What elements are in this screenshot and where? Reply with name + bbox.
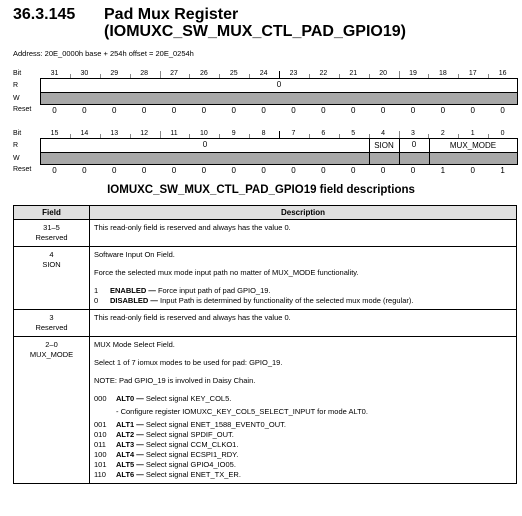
reset-value: 0 xyxy=(231,106,236,115)
field-bits: 3 xyxy=(49,313,54,322)
bit-number: 10 xyxy=(199,130,208,137)
bit-divider xyxy=(70,74,71,78)
option-line: 001 ALT1 — Select signal ENET_1588_EVENT0_OUT. xyxy=(94,420,286,429)
reset-value: 0 xyxy=(112,166,117,175)
bit-number: 25 xyxy=(229,70,238,77)
option-line: 000 ALT0 — Select signal KEY_COL5. xyxy=(94,394,232,403)
bit-number: 13 xyxy=(110,130,119,137)
bit-divider xyxy=(488,134,489,138)
reset-value: 0 xyxy=(141,166,147,175)
reset-value: 0 xyxy=(112,106,117,115)
bit-number: 31 xyxy=(50,70,59,77)
bit-number: 28 xyxy=(140,70,149,77)
bit-divider xyxy=(428,134,429,138)
field-name: Reserved xyxy=(35,233,68,242)
bit-number: 17 xyxy=(468,70,477,77)
bit-divider xyxy=(100,134,101,138)
reset-value: 0 xyxy=(171,106,177,115)
table-header-row xyxy=(14,206,517,220)
field-cell xyxy=(14,247,90,310)
w-label: W xyxy=(13,95,20,102)
reset-value: 0 xyxy=(470,106,475,115)
bit-number: 29 xyxy=(110,70,119,77)
bit-divider xyxy=(458,74,459,78)
reset-value: 0 xyxy=(440,106,446,115)
option-line: 110 ALT6 — Select signal ENET_TX_ER. xyxy=(94,470,241,479)
bit-divider xyxy=(70,134,71,138)
table-row xyxy=(14,337,517,484)
bit-number: 23 xyxy=(289,70,298,77)
bit-number: 21 xyxy=(349,70,358,77)
reset-value: 0 xyxy=(201,166,207,175)
bit-number: 2 xyxy=(440,130,445,137)
bit-divider xyxy=(130,134,131,138)
reset-value: 0 xyxy=(321,106,326,115)
bit-divider xyxy=(189,74,190,78)
bit-number: 1 xyxy=(470,130,475,137)
field-name: Reserved xyxy=(35,323,68,332)
bit-number: 4 xyxy=(381,130,386,137)
write-row-shaded xyxy=(41,93,517,104)
bit-number: 20 xyxy=(379,70,388,77)
option-line: 101 ALT5 — Select signal GPIO4_IO05. xyxy=(94,460,236,469)
bit-number: 18 xyxy=(438,70,447,77)
bit-divider xyxy=(369,134,370,138)
bit-number: 19 xyxy=(409,70,417,77)
bit-number: 3 xyxy=(411,130,415,137)
bit-divider xyxy=(309,74,310,78)
description-cell xyxy=(90,247,517,310)
bit-number: 30 xyxy=(80,70,89,77)
bit-number: 16 xyxy=(498,70,507,77)
reset-value: 0 xyxy=(82,106,87,115)
option-line: 1 ENABLED — Force input path of pad GPIO_19. xyxy=(94,286,271,295)
bit-number: 8 xyxy=(261,130,266,137)
bit-divider xyxy=(130,74,131,78)
field-bits: 31–5 xyxy=(43,223,60,232)
reset-value: 0 xyxy=(141,106,147,115)
table-row xyxy=(14,310,517,337)
bit-divider xyxy=(458,134,459,138)
bit-divider xyxy=(249,134,250,138)
reset-value: 0 xyxy=(291,106,296,115)
register-title: Pad Mux Register xyxy=(104,6,239,23)
register-diagram-upper xyxy=(0,66,522,115)
bit-divider xyxy=(488,74,489,78)
desc-paragraph: Force the selected mux mode input path no matter of MUX_MODE functionality. xyxy=(94,268,359,277)
bit-divider xyxy=(428,74,429,78)
table-row xyxy=(14,247,517,310)
bit-divider xyxy=(399,131,400,138)
field-name: SION xyxy=(42,260,61,269)
r-label: R xyxy=(13,82,19,89)
field-cell xyxy=(14,310,90,337)
description-cell: This read-only field is reserved and always has the value 0. xyxy=(90,310,517,337)
bit-number: 26 xyxy=(199,70,208,77)
reset-value: 0 xyxy=(410,166,416,175)
option-note: - Configure register IOMUXC_KEY_COL5_SELECT_INPUT for mode ALT0. xyxy=(116,407,368,416)
bit-divider xyxy=(279,131,280,138)
bit-number: 14 xyxy=(80,130,89,137)
bit-label: Bit xyxy=(13,70,22,77)
desc-paragraph: Select 1 of 7 iomux modes to be used for pad: GPIO_19. xyxy=(94,358,283,367)
reset-value: 0 xyxy=(82,166,87,175)
bit-divider xyxy=(279,71,280,78)
register-field-box xyxy=(40,138,518,165)
reset-value: 0 xyxy=(52,166,57,175)
register-name: (IOMUXC_SW_MUX_CTL_PAD_GPIO19) xyxy=(104,23,406,40)
bit-number: 5 xyxy=(351,130,356,137)
reset-label: Reset xyxy=(13,166,32,173)
description-column-header: Description xyxy=(90,206,517,220)
bit-number: 6 xyxy=(321,130,326,137)
bit-number: 22 xyxy=(319,70,328,77)
register-field-box xyxy=(40,78,518,105)
bit-number: 7 xyxy=(291,130,296,137)
bit-divider xyxy=(219,74,220,78)
section-number: 36.3.145 xyxy=(13,6,76,23)
reset-value: 0 xyxy=(261,166,266,175)
write-row-shaded xyxy=(41,153,517,164)
r-label: R xyxy=(13,142,19,149)
reserved-field-bit3: 0 xyxy=(411,140,417,149)
field-name: MUX_MODE xyxy=(29,350,74,359)
bit-divider xyxy=(249,74,250,78)
option-line: 0 DISABLED — Input Path is determined by functionality of the selected mux mode (regular). xyxy=(94,296,414,305)
field-descriptions-table xyxy=(13,205,517,484)
register-diagram-lower xyxy=(0,126,522,175)
description-cell xyxy=(90,337,517,484)
bit-divider xyxy=(160,131,161,138)
reset-value: 0 xyxy=(52,106,57,115)
sion-field: SION xyxy=(374,141,394,150)
bit-divider xyxy=(369,74,370,78)
bit-divider xyxy=(339,74,340,78)
field-column-header: Field xyxy=(14,206,90,220)
bit-number: 12 xyxy=(140,130,149,137)
bit-number: 11 xyxy=(170,130,178,137)
bit-number: 27 xyxy=(170,70,178,77)
field-bits: 2–0 xyxy=(45,340,58,349)
reset-value: 0 xyxy=(351,106,356,115)
bit-number: 24 xyxy=(259,70,268,77)
field-descriptions-title: IOMUXC_SW_MUX_CTL_PAD_GPIO19 field descriptions xyxy=(107,184,415,196)
bit-divider xyxy=(100,74,101,78)
mux-mode-field: MUX_MODE xyxy=(449,141,497,150)
bit-divider xyxy=(160,71,161,78)
reset-value: 0 xyxy=(321,166,326,175)
reset-value: 0 xyxy=(380,106,386,115)
reset-value: 0 xyxy=(291,166,296,175)
reset-value: 0 xyxy=(351,166,356,175)
bit-divider xyxy=(339,134,340,138)
desc-paragraph: MUX Mode Select Field. xyxy=(94,340,175,349)
bit-divider xyxy=(189,134,190,138)
reset-value: 0 xyxy=(500,106,505,115)
field-cell xyxy=(14,337,90,484)
bit-label: Bit xyxy=(13,130,22,137)
w-label: W xyxy=(13,155,20,162)
option-line: 010 ALT2 — Select signal SPDIF_OUT. xyxy=(94,430,234,439)
reset-value: 0 xyxy=(261,106,266,115)
reserved-field-high: 0 xyxy=(202,140,208,149)
register-address: Address: 20E_0000h base + 254h offset = 20E_0254h xyxy=(13,49,194,58)
bit-number: 15 xyxy=(50,130,59,137)
reset-value: 0 xyxy=(171,166,177,175)
reset-value: 0 xyxy=(470,166,475,175)
reset-value: 0 xyxy=(201,106,207,115)
reset-label: Reset xyxy=(13,106,32,113)
reset-value: 0 xyxy=(380,166,386,175)
reset-value: 0 xyxy=(410,106,416,115)
reset-value: 1 xyxy=(440,166,446,175)
reserved-field: 0 xyxy=(276,80,282,89)
reset-value: 1 xyxy=(500,166,505,175)
reset-value: 0 xyxy=(231,166,236,175)
option-line: 011 ALT3 — Select signal CCM_CLKO1. xyxy=(94,440,239,449)
bit-number: 9 xyxy=(231,130,236,137)
bit-divider xyxy=(399,71,400,78)
desc-paragraph: Software Input On Field. xyxy=(94,250,175,259)
bit-divider xyxy=(309,134,310,138)
field-cell xyxy=(14,220,90,247)
bit-number: 0 xyxy=(500,130,505,137)
field-bits: 4 xyxy=(49,250,54,259)
table-row xyxy=(14,220,517,247)
option-line: 100 ALT4 — Select signal ECSPI1_RDY. xyxy=(94,450,239,459)
bit-divider xyxy=(219,134,220,138)
description-cell: This read-only field is reserved and always has the value 0. xyxy=(90,220,517,247)
note-paragraph: NOTE: Pad GPIO_19 is involved in Daisy Chain. xyxy=(94,376,256,385)
